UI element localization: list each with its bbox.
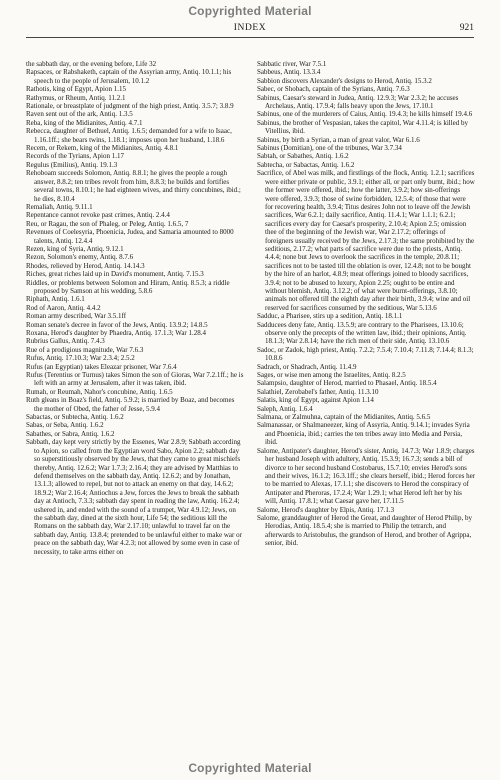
copyright-watermark-top: Copyrighted Material — [188, 4, 312, 18]
index-entry: Sabinus (Domitian), one of the tribunes, War 3.7.34 — [257, 144, 402, 153]
index-entry: Sabactas, or Subtecha, Antiq. 1.6.2 — [26, 413, 124, 422]
index-entry: Sabtecha, or Sabactas, Antiq. 1.6.2 — [257, 160, 355, 169]
copyright-watermark-bottom: Copyrighted Material — [188, 761, 312, 775]
index-entry: Rufus, Antiq. 17.10.3; War 2.3.4; 2.5.2 — [26, 354, 135, 363]
index-entry: Salampsio, daughter of Herod, married to Phasael, Antiq. 18.5.4 — [257, 379, 437, 388]
index-entry: Sacrifice, of Abel was milk, and firstlings of the flock, Antiq. 1.2.1; sacrifices were either private or public, 3.9.1; either all, or part only burnt, ibid.; how the former were offered, ibid.; how the latter, 3.9.2; how sin-offerings were offered, 3.9.3; those of swine forbidden, 12.5.4; of those that were for recovering health, 3.9.4; Titus desires John not to leave off the Jewish sacrifices, War 6.2.1; daily sacrifice, Antiq. 11.4.1; War 1.1.1; 6.2.1; sacrifices every day for Caesar's prosperity, 2.10.4; Apion 2.5; omission thee of the beginning of the Jewish war, War 2.17.2; offerings of foreigners usually received by the Jews, 2.17.3; the same prohibited by the seditious, 2.17.2; what parts of sacrifice were due to the priests, Antiq. 4.4.4; none but Jews to overlook the sacrifices in the temple, 20.8.11; sacrifices not to be tasted till the oblation is over, 12.4.8; not to be bought by the hire of an harlot, 4.8.9; meat offerings joined to bloody sacrifices, 3.9.4; not to be abused to luxury, Apion 2.25; ought to be entire and without blemish, Antiq. 3.12.2; of what were burnt-offerings, 3.8.10; animals not offered till the eighth day after their birth, 3.9.4; wine and oil reserved for sacrifices consumed by the seditious, War 5.13.6 — [257, 169, 475, 312]
index-entry: Roman army described, War 3.5.1ff — [26, 312, 127, 321]
index-entry: Salathiel, Zerobabel's father, Antiq. 11.3.10 — [257, 387, 379, 396]
index-entry: Rhodes, relieved by Herod, Antiq. 14.14.3 — [26, 261, 145, 270]
index-entry: Roman senate's decree in favor of the Jews, Antiq. 13.9.2; 14.8.5 — [26, 320, 208, 329]
page-number: 921 — [459, 23, 474, 33]
index-entry: Sabinus, by birth a Syrian, a man of great valor, War 6.1.6 — [257, 135, 420, 144]
index-entry: Rufus (an Egyptian) takes Eleazar prisoner, War 7.6.4 — [26, 362, 177, 371]
index-entry: Sadoc, or Zadok, high priest, Antiq. 7.2.2; 7.5.4; 7.10.4; 7.11.8; 7.14.4; 8.1.3; 10.8.6 — [257, 345, 474, 363]
index-entry: Remaliah, Antiq. 9.11.1 — [26, 202, 93, 211]
index-entry: Rebecca, daughter of Bethuel, Antiq. 1.6.5; demanded for a wife to Isaac, 1.16.1ff.; she bears twins, 1.18.1; imposes upon her husband, 1.18.6 — [26, 127, 232, 144]
index-entry: Sabbath, day kept very strictly by the Essenes, War 2.8.9; Sabbath according to Apion, so called from the Egyptian word Sabo, Apion 2.2; sabbath day so superstitiously observed by the Jews, that they came to great mischiefs thereby, Antiq. 12.6.2; War 1.7.3; 2.16.4; they are advised by Matthias to defend themselves on the sabbath day, Antiq. 12.6.2; and by Jonathan, 13.1.3; allowed to repel, but not to attack an enemy on that day, 14.6.2; 18.9.2; War 2.16.4; Antiochus a Jew, forces the Jews to break the sabbath day at Antioch, 7.3.3; sabbath day spent in reading the law, Antiq. 16.2.4; ushered in, and ended with the sound of a trumpet, War 4.9.12; Jews, on the sabbath day, dined at the sixth hour, Life 54; the seditious kill the Romans on the sabbath day, War 2.17.10; unlawful to travel far on the sabbath day, Antiq. 13.8.4; pretended to be unlawful either to make war or peace on the sabbath day, War 4.2.3; not allowed by some even in case of necessity, to take arms either on — [26, 438, 242, 556]
index-entry: Sabinus, the brother of Vespasian, takes the capitol, War 4.11.4; is killed by Vitellius, ibid. — [257, 118, 469, 136]
index-entry: Salatis, king of Egypt, against Apion 1.14 — [257, 396, 374, 405]
index-entry: Rufus (Terentius or Turnus) takes Simon the son of Gioras, War 7.2.1ff.; he is left with an army at Jerusalem, after it was taken, ibid. — [26, 371, 244, 388]
index-entry: Reba, king of the Midianites, Antiq. 4.7.1 — [26, 118, 143, 127]
index-entry: Sabas, or Seba, Antiq. 1.6.2 — [26, 421, 104, 430]
index-entry: Salome, Antipater's daughter, Herod's sister, Antiq. 14.7.3; War 1.8.9; charges her husband Joseph with adultery, Antiq. 15.3.9; 16.7.3; sends a bill of divorce to her second husband Costobarus, 15.7.10; envies Herod's sons and their wives, 16.1.2; 16.3.1ff.; she clears herself, ibid.; Herod forces her to be married to Alexas, 17.1.1; she discovers to Herod the conspiracy of Antipater and Pheroras, 17.2.4; War 1.29.1; what Herod left her by his will, Antiq. 17.8.1; what Caesar gave her, 17.11.5 — [257, 446, 476, 506]
index-entry: Sadducees deny fate, Antiq. 13.5.9; are contrary to the Pharisees, 13.10.6; observe only the precepts of the written law, ibid.; their opinions, Antiq. 18.1.3; War 2.8.14; have the rich men of their side, Antiq. 13.10.6 — [257, 320, 467, 346]
index-entry: Sages, or wise men among the Israelites, Antiq. 8.2.5 — [257, 371, 406, 380]
index-column-left — [26, 60, 244, 556]
index-entry: Rehoboam succeeds Solomon, Antiq. 8.8.1; he gives the people a rough answer, 8.8.2; ten tribes revolt from him, 8.8.3; he builds and fortifies several towns, 8.10.1; he had eighteen wives, and thirty concubines, ibid.; he dies, 8.10.4 — [26, 169, 241, 203]
index-entry: Salome, Herod's daughter by Elpis, Antiq. 17.1.3 — [257, 505, 395, 514]
index-entry: Rathymus, or Rheum, Antiq. 11.2.1 — [26, 93, 126, 102]
index-entry: the sabbath day, or the evening before, Life 32 — [26, 60, 157, 68]
header-rule — [26, 37, 474, 38]
index-entry: Riches, great riches laid up in David's monument, Antiq. 7.15.3 — [26, 270, 204, 279]
index-entry: Rezen, king of Syria, Antiq. 9.12.1 — [26, 244, 124, 253]
index-entry: Regulus (Emilius), Antiq. 19.1.3 — [26, 160, 118, 169]
index-entry: Sabtah, or Sabathes, Antiq. 1.6.2 — [257, 152, 349, 161]
index-entry: Rubrius Gallus, Antiq. 7.4.3 — [26, 337, 105, 346]
index-entry: Records of the Tyrians, Apion 1.17 — [26, 152, 124, 161]
index-entry: Sabec, or Shobach, captain of the Syrians, Antiq. 7.6.3 — [257, 85, 410, 94]
index-entry: Sabbeus, Antiq. 13.3.4 — [257, 68, 321, 77]
index-entry: Sabbion discovers Alexander's designs to Herod, Antiq. 15.3.2 — [257, 76, 432, 85]
index-entry: Riphath, Antiq. 1.6.1 — [26, 295, 85, 304]
index-entry: Salmana, or Zalmuhna, captain of the Midianites, Antiq. 5.6.5 — [257, 413, 431, 422]
index-entry: Saleph, Antiq. 1.6.4 — [257, 404, 313, 413]
index-entry: Raven sent out of the ark, Antiq. 1.3.5 — [26, 110, 133, 119]
index-column-right — [257, 60, 475, 548]
index-entry: Ruth gleans in Boaz's field, Antiq. 5.9.2; is married by Boaz, and becomes the mother of Obed, the father of Jesse, 5.9.4 — [26, 396, 235, 413]
index-entry: Rezon, Solomon's enemy, Antiq. 8.7.6 — [26, 253, 134, 262]
index-entry: Sadrach, or Shadrach, Antiq. 11.4.9 — [257, 362, 357, 371]
header-title: INDEX — [233, 23, 267, 33]
index-entry: Sabinus, Caesar's steward in Judea, Antiq. 12.9.3; War 2.3.2; he accuses Archelaus, Antiq. 17.9.4; falls heavy upon the Jews, 17.10.1 — [257, 93, 459, 111]
index-entry: Rathotis, king of Egypt, Apion 1.15 — [26, 85, 126, 94]
index-entry: Rue of a prodigious magnitude, War 7.6.3 — [26, 345, 144, 354]
index-entry: Revenues of Coelesyria, Phoenicia, Judea, and Samaria amounted to 8000 talents, Antiq. 12.4.4 — [26, 228, 234, 245]
index-entry: Sadduc, a Pharisee, stirs up a sedition, Antiq. 18.1.1 — [257, 312, 403, 321]
index-entry: Roxana, Herod's daughter by Phaedra, Antiq. 17.1.3; War 1.28.4 — [26, 329, 207, 337]
index-entry: Recem, or Rekem, king of the Midianites, Antiq. 4.8.1 — [26, 144, 179, 153]
running-header — [26, 23, 474, 37]
index-entry: Sabathes, or Sabra, Antiq. 1.6.2 — [26, 429, 115, 438]
index-entry: Repentance cannot revoke past crimes, Antiq. 2.4.4 — [26, 211, 170, 220]
index-entry: Riddles, or problems between Solomon and Hiram, Antiq. 8.5.3; a riddle proposed by Samson at his wedding, 5.8.6 — [26, 278, 230, 295]
index-entry: Sabinus, one of the murderers of Caius, Antiq. 19.4.3; he kills himself 19.4.6 — [257, 110, 473, 119]
index-entry: Salome, granddaughter of Herod the Great, and daughter of Herod Philip, by Herodias, Antiq. 18.5.4; she is married to Philip the tetrarch, and afterwards to Aristobulus, the grandson of Herod, and brother of Agrippa, senior, ibid. — [257, 513, 472, 548]
index-entry: Rod of Aaron, Antiq. 4.4.2 — [26, 303, 101, 312]
index-entry: Salmanassar, or Shalmaneezer, king of Assyria, Antiq. 9.14.1; invades Syria and Phoenicia, ibid.; carries the ten tribes away into Media and Persia, ibid. — [257, 421, 470, 447]
index-entry: Rapsaces, or Rabshaketh, captain of the Assyrian army, Antiq. 10.1.1; his speech to the people of Jerusalem, 10.1.2 — [26, 68, 232, 85]
index-entry: Rationale, or breastplate of judgment of the high priest, Antiq. 3.5.7; 3.8.9 — [26, 102, 234, 111]
index-entry: Rumah, or Reumah, Nahor's concubine, Antiq. 1.6.5 — [26, 387, 173, 396]
index-entry: Reu, or Ragau, the son of Phaleg, or Peleg, Antiq. 1.6.5, 7 — [26, 219, 189, 228]
index-entry: Sabbatic river, War 7.5.1 — [257, 60, 327, 68]
